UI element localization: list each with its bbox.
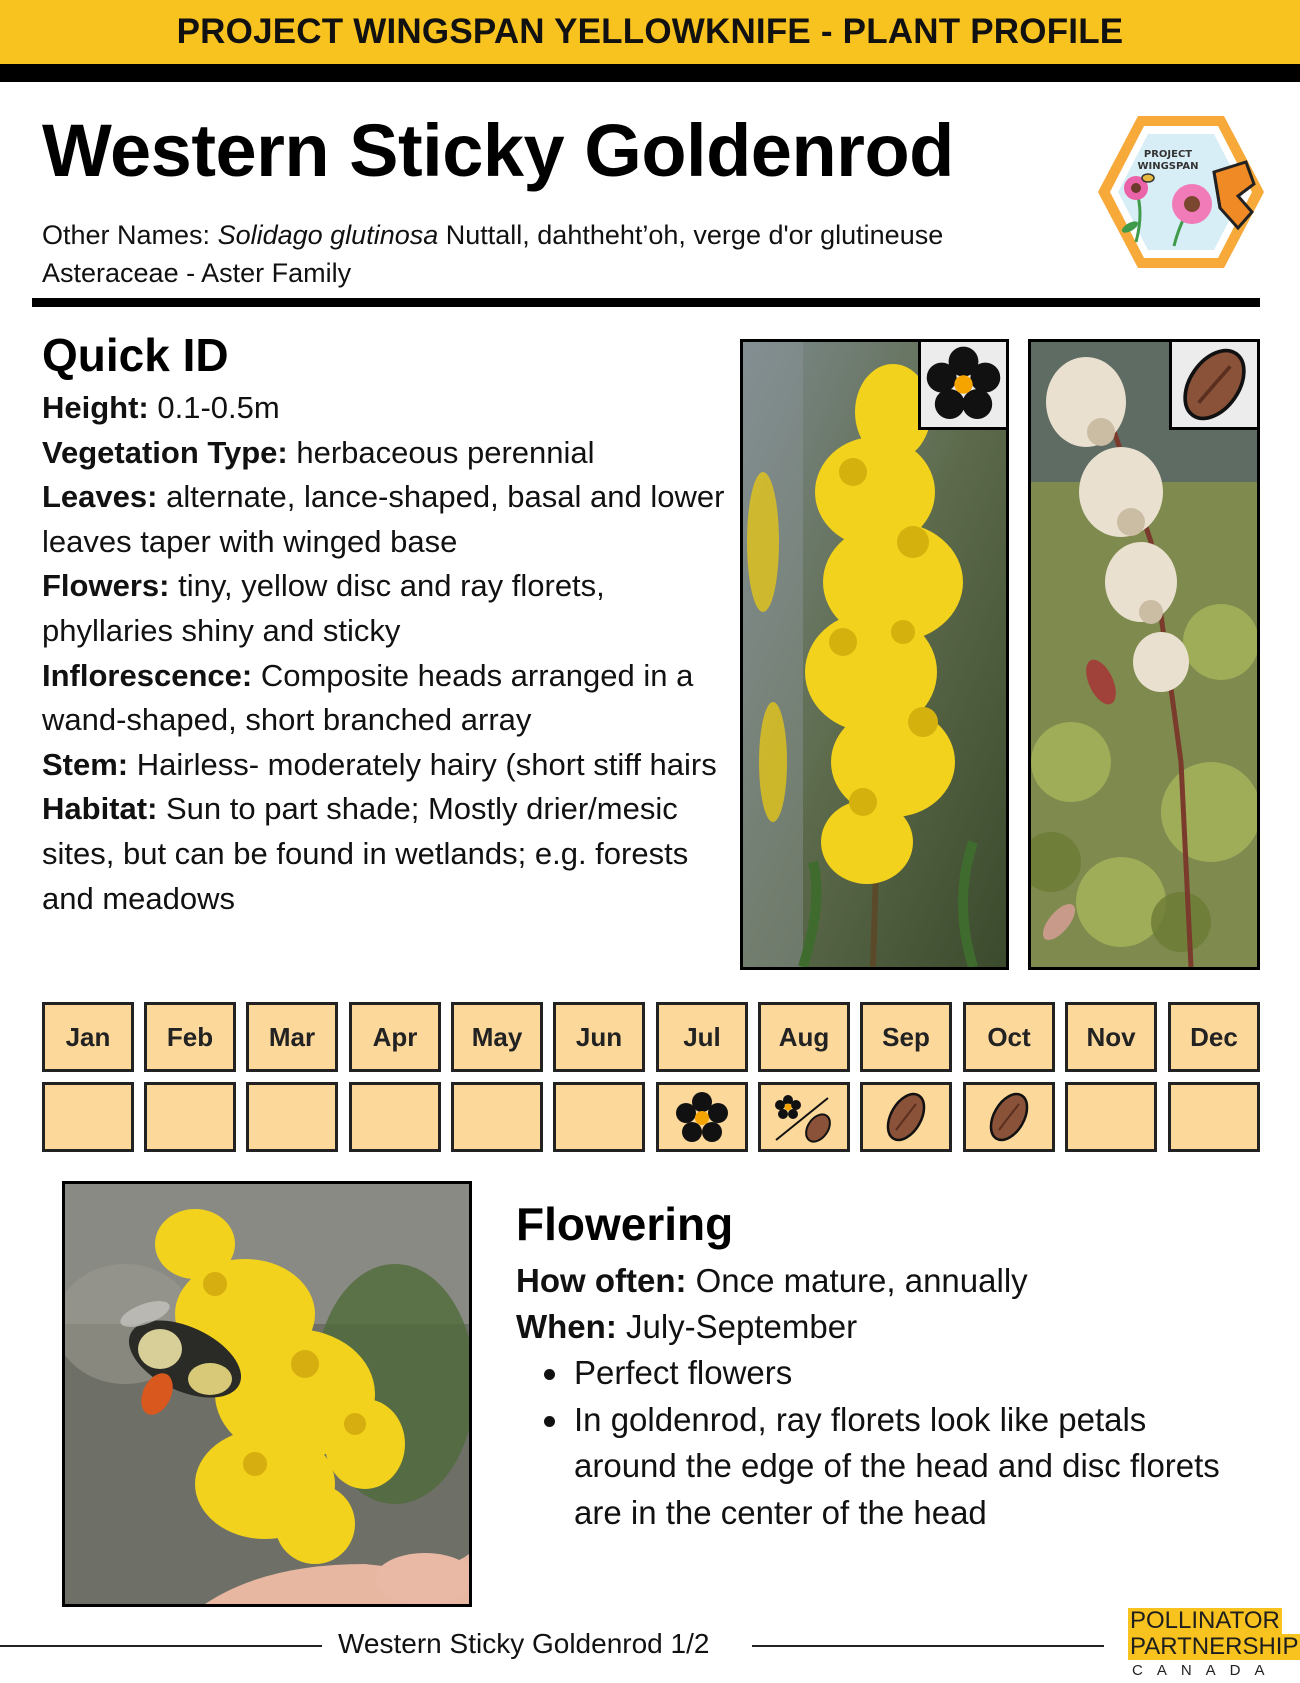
header-divider — [32, 298, 1260, 307]
month-oct: Oct — [963, 1002, 1055, 1072]
footer-rule-right — [752, 1645, 1104, 1647]
fact-inflorescence: Inflorescence: Composite heads arranged in a wand-shaped, short branched array — [42, 657, 694, 738]
month-jun: Jun — [553, 1002, 645, 1072]
fact-vegetation-type: Vegetation Type: herbaceous perennial — [42, 434, 595, 470]
when-line: When: July-September — [516, 1308, 858, 1345]
month-labels — [42, 1002, 1260, 1072]
month-may: May — [451, 1002, 543, 1072]
phenology-nov — [1065, 1082, 1157, 1152]
flower-icon — [921, 342, 1006, 427]
month-aug: Aug — [758, 1002, 850, 1072]
banner-title: PROJECT WINGSPAN YELLOWKNIFE - PLANT PROFILE — [176, 12, 1124, 51]
logo-text-project: PROJECT — [1143, 149, 1193, 160]
flowering-heading: Flowering — [516, 1198, 734, 1250]
top-banner — [0, 0, 1300, 64]
phenology-feb — [144, 1082, 236, 1152]
phenology-jan — [42, 1082, 134, 1152]
page-title: Western Sticky Goldenrod — [42, 109, 954, 192]
phenology-sep — [860, 1082, 952, 1152]
scientific-name: Solidago glutinosa — [217, 220, 439, 250]
banner-divider — [0, 64, 1300, 82]
other-names-label: Other Names: — [42, 220, 211, 250]
flower-seed-icon — [772, 1090, 836, 1144]
phenology-aug — [758, 1082, 850, 1152]
flowering-notes — [516, 1350, 1256, 1536]
phenology-row — [42, 1082, 1260, 1152]
other-names — [42, 220, 943, 251]
flower-badge — [918, 342, 1006, 430]
phenology-may — [451, 1082, 543, 1152]
footer-rule-left — [0, 1645, 322, 1647]
pollinator-partnership-logo — [1128, 1607, 1299, 1679]
logo-text-wingspan: WINGSPAN — [1137, 161, 1199, 172]
fact-height: Height: 0.1-0.5m — [42, 390, 280, 425]
month-dec: Dec — [1168, 1002, 1260, 1072]
bee-on-flower-photo — [62, 1181, 472, 1607]
fact-leaves: Leaves: alternate, lance-shaped, basal and lower leaves taper with winged base — [42, 479, 725, 559]
flower-photo — [740, 339, 1009, 970]
month-jul: Jul — [656, 1002, 748, 1072]
month-sep: Sep — [860, 1002, 952, 1072]
phenology-mar — [246, 1082, 338, 1152]
phenology-dec — [1168, 1082, 1260, 1152]
flower-icon — [670, 1090, 734, 1144]
partner-line-3: CANADA — [1132, 1662, 1279, 1679]
seed-icon — [977, 1090, 1041, 1144]
seed-badge — [1169, 342, 1257, 430]
phenology-jun — [553, 1082, 645, 1152]
seed-photo — [1028, 339, 1260, 970]
how-often-line: How often: Once mature, annually — [516, 1262, 1028, 1299]
phenology-jul — [656, 1082, 748, 1152]
phenology-oct — [963, 1082, 1055, 1152]
fact-flowers: Flowers: tiny, yellow disc and ray florets, phyllaries shiny and sticky — [42, 568, 605, 648]
fact-habitat: Habitat: Sun to part shade; Mostly drier/mesic sites, but can be found in wetlands; e.g. forests and meadows — [42, 791, 689, 916]
list-item: In goldenrod, ray florets look like petals around the edge of the head and disc florets are in the center of the head — [516, 1397, 1256, 1537]
month-jan: Jan — [42, 1002, 134, 1072]
partner-line-2: PARTNERSHIP — [1130, 1633, 1299, 1660]
seed-icon — [874, 1090, 938, 1144]
phenology-apr — [349, 1082, 441, 1152]
fact-stem: Stem: Hairless- moderately hairy (short stiff hairs — [42, 746, 717, 782]
page-footer-label: Western Sticky Goldenrod 1/2 — [338, 1628, 710, 1659]
other-names-list: Nuttall, dahtheht’oh, verge d'or glutineuse — [438, 220, 944, 250]
seed-icon — [1172, 342, 1257, 427]
project-wingspan-logo — [1096, 112, 1266, 272]
partner-line-1: POLLINATOR — [1130, 1607, 1280, 1634]
quick-id-facts — [42, 386, 732, 921]
month-apr: Apr — [349, 1002, 441, 1072]
month-nov: Nov — [1065, 1002, 1157, 1072]
list-item: Perfect flowers — [516, 1350, 1256, 1397]
quick-id-heading: Quick ID — [42, 329, 229, 381]
month-feb: Feb — [144, 1002, 236, 1072]
month-mar: Mar — [246, 1002, 338, 1072]
plant-family: Asteraceae - Aster Family — [42, 258, 352, 288]
